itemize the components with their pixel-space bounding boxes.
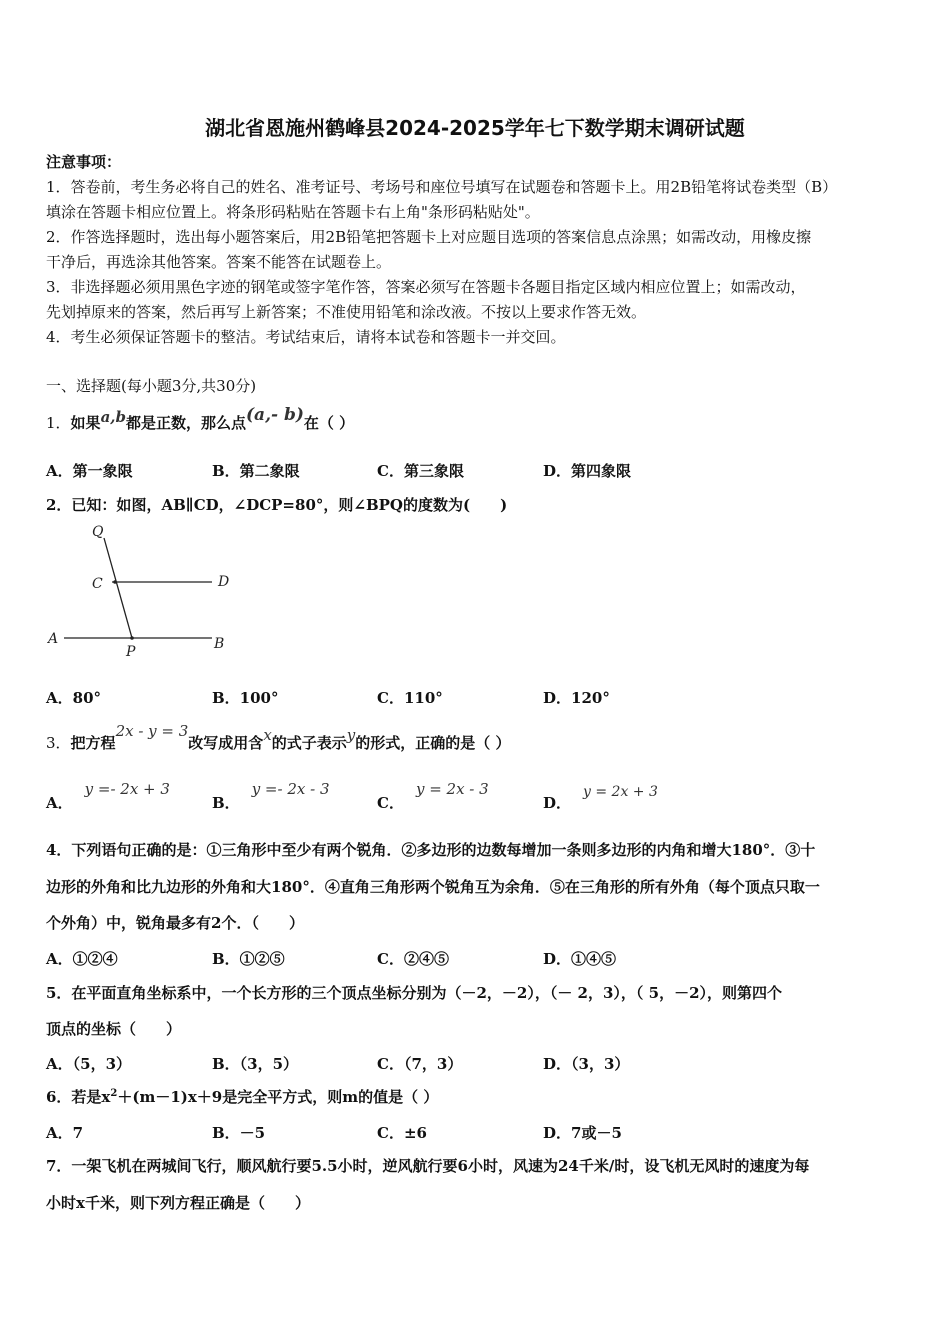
question-number: 1． [46, 414, 71, 432]
question-text: 6．若是x [46, 1088, 111, 1106]
question-2: 2．已知：如图，AB∥CD，∠DCP=80°，则∠BPQ的度数为( ) [46, 496, 508, 514]
question-text: 的式子表示 [271, 734, 347, 752]
question-4-line: 边形的外角和比九边形的外角和大180°．④直角三角形两个锐角互为余角．⑤在三角形的所有外角（每个顶点只取一 [46, 878, 820, 896]
notice-line: 干净后，再选涂其他答案。答案不能答在试题卷上。 [46, 253, 392, 271]
question-4-line: 个外角）中，锐角最多有2个．（ ） [46, 914, 304, 932]
option-label: A． [46, 794, 73, 812]
math-expr: 2x - y = 3 [115, 722, 189, 740]
point-c [113, 580, 117, 584]
option-c: C．110° [377, 689, 443, 707]
question-text: 如果 [70, 414, 101, 432]
notice-line: 填涂在答题卡相应位置上。将条形码粘贴在答题卡右上角"条形码粘贴处"。 [46, 203, 540, 221]
option-b: B．（3，5） [212, 1055, 299, 1073]
label-q: Q [92, 524, 104, 540]
math-expr: y = 2x - 3 [415, 780, 489, 798]
notice-line: 2．作答选择题时，选出每小题答案后，用2B铅笔把答题卡上对应题目选项的答案信息点涂黑；如需改动，用橡皮擦 [46, 228, 812, 246]
notice-line: 先划掉原来的答案，然后再写上新答案；不准使用铅笔和涂改液。不按以上要求作答无效。 [46, 303, 647, 321]
section-heading: 一、选择题(每小题3分,共30分) [46, 377, 257, 395]
notice-heading: 注意事项： [46, 153, 122, 171]
question-4-line: 4．下列语句正确的是：①三角形中至少有两个锐角．②多边形的边数每增加一条则多边形的内角和增大180°．③十 [46, 841, 816, 859]
question-text: 的形式，正确的是（ ） [355, 734, 511, 752]
option-b [212, 780, 330, 813]
point-p [130, 636, 134, 640]
option-label: B． [212, 794, 240, 812]
exam-title: 湖北省恩施州鹤峰县2024-2025学年七下数学期末调研试题 [205, 116, 745, 140]
option-a: A．第一象限 [46, 462, 133, 480]
question-1 [46, 405, 355, 433]
option-c: C．第三象限 [377, 462, 464, 480]
math-expr: y [346, 726, 356, 744]
option-label: C． [377, 794, 404, 812]
label-p: P [126, 644, 136, 660]
option-c: C．±6 [377, 1124, 427, 1142]
option-a: A．（5，3） [46, 1055, 132, 1073]
option-a: A．①②④ [46, 950, 118, 968]
option-c: C．②④⑤ [377, 950, 449, 968]
option-c [377, 780, 489, 813]
math-expr: x [263, 726, 272, 744]
question-5-line: 顶点的坐标（ ） [46, 1020, 182, 1038]
question-3 [46, 722, 511, 753]
option-c: C．（7，3） [377, 1055, 463, 1073]
notice-line: 4．考生必须保证答题卡的整洁。考试结束后，请将本试卷和答题卡一并交回。 [46, 328, 566, 346]
geometry-figure [44, 520, 244, 660]
question-text: 都是正数，那么点 [126, 414, 247, 432]
math-expr: y =- 2x - 3 [251, 780, 330, 798]
question-text: 在（ ） [303, 414, 355, 432]
option-d: D．120° [543, 689, 610, 707]
label-a: A [48, 631, 59, 647]
option-a: A．80° [46, 689, 102, 707]
label-d: D [218, 574, 230, 590]
option-b: B．100° [212, 689, 279, 707]
math-expr: (a,- b) [246, 405, 304, 425]
question-text: 改写成用含 [188, 734, 264, 752]
question-7-line: 7．一架飞机在两城间飞行，顺风航行要5.5小时，逆风航行要6小时，风速为24千米/时，设飞机无风时的速度为每 [46, 1157, 810, 1175]
notice-line: 1．答卷前，考生务必将自己的姓名、准考证号、考场号和座位号填写在试题卷和答题卡上。用2B铅笔将试卷类型（B） [46, 178, 838, 196]
option-d: D．7或－5 [543, 1124, 622, 1142]
label-c: C [92, 576, 103, 592]
label-b: B [214, 636, 225, 652]
math-expr: y = 2x + 3 [583, 784, 658, 800]
notice-line: 3．非选择题必须用黑色字迹的钢笔或签字笔作答，答案必须写在答题卡各题目指定区域内相应位置上；如需改动， [46, 278, 806, 296]
math-expr: a,b [100, 408, 126, 426]
math-expr: y =- 2x + 3 [84, 780, 170, 798]
option-d [543, 784, 658, 813]
superscript: 2 [110, 1088, 118, 1099]
option-b: B．①②⑤ [212, 950, 285, 968]
question-6 [46, 1087, 438, 1110]
option-d: D．（3，3） [543, 1055, 630, 1073]
option-label: D． [543, 794, 572, 812]
option-b: B．第二象限 [212, 462, 300, 480]
line-pq [104, 538, 132, 638]
option-a [46, 780, 170, 813]
option-d: D．①④⑤ [543, 950, 617, 968]
question-number: 3． [46, 734, 71, 752]
question-text: ＋(m－1)x＋9是完全平方式，则m的值是（ ） [117, 1088, 439, 1106]
question-5-line: 5．在平面直角坐标系中，一个长方形的三个顶点坐标分别为（－2，－2），（－ 2，3），（ 5，－2），则第四个 [46, 984, 783, 1002]
option-d: D．第四象限 [543, 462, 632, 480]
option-b: B．－5 [212, 1124, 266, 1142]
question-7-line: 小时x千米，则下列方程正确是（ ） [46, 1194, 310, 1212]
question-text: 把方程 [70, 734, 116, 752]
option-a: A．7 [46, 1124, 84, 1142]
